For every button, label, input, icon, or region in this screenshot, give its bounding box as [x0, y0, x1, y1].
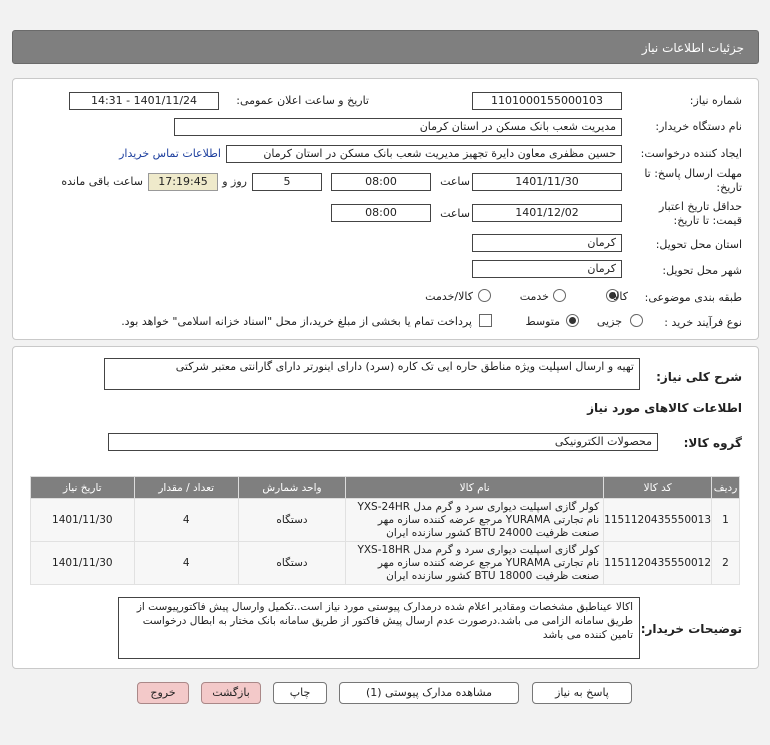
purchase-option-minor: جزیی [596, 315, 622, 328]
page-header [12, 30, 759, 64]
buyer-field: مدیریت شعب بانک مسکن در استان کرمان [174, 118, 622, 136]
days-remaining-field: 5 [252, 173, 322, 191]
cell-unit: دستگاه [238, 499, 345, 542]
col-unit: واحد شمارش [238, 477, 345, 499]
announce-date-label: تاریخ و ساعت اعلان عمومی: [236, 94, 369, 107]
cell-name: کولر گازی اسپلیت دیواری سرد و گرم مدل YXS-18HR نام تجارتی YURAMA مرجع عرضه کننده سازه مهر صنعت ظرفیت BTU 18000 کشور سازنده ایران [346, 542, 604, 585]
cell-row: 1 [712, 499, 740, 542]
need-number-field: 1101000155000103 [472, 92, 622, 110]
exit-button[interactable]: خروج [137, 682, 189, 704]
buyer-label: نام دستگاه خریدار: [655, 120, 742, 133]
category-label: طبقه بندی موضوعی: [644, 291, 742, 304]
col-name: نام کالا [346, 477, 604, 499]
goods-table [30, 476, 740, 585]
category-option-service: خدمت [519, 290, 549, 303]
city-field: کرمان [472, 260, 622, 278]
city-label: شهر محل تحویل: [662, 264, 742, 277]
back-button[interactable]: بازگشت [201, 682, 261, 704]
col-code: کد کالا [604, 477, 712, 499]
cell-name: کولر گازی اسپلیت دیواری سرد و گرم مدل YXS-24HR نام تجارتی YURAMA مرجع عرضه کننده سازه مهر صنعت ظرفیت BTU 24000 کشور سازنده ایران [346, 499, 604, 542]
goods-group-field: محصولات الکترونیکی [108, 433, 658, 451]
deadline-time-field: 08:00 [331, 173, 431, 191]
purchase-option-medium: متوسط [525, 315, 560, 328]
buyer-notes-label: توضیحات خریدار: [640, 622, 742, 636]
province-label: استان محل تحویل: [655, 238, 742, 251]
creator-field: حسین مظفری معاون دایرة تجهیز مدیریت شعب بانک مسکن در استان کرمان [226, 145, 622, 163]
need-number-label: شماره نیاز: [689, 94, 742, 107]
view-attachments-button[interactable]: مشاهده مدارک پیوستی (1) [339, 682, 519, 704]
col-qty: تعداد / مقدار [134, 477, 238, 499]
cell-qty: 4 [134, 499, 238, 542]
purchase-radio-minor[interactable] [630, 314, 643, 327]
validity-label: حداقل تاریخ اعتبار [658, 200, 742, 213]
goods-table-header [31, 477, 740, 499]
purchase-radio-medium[interactable] [566, 314, 579, 327]
table-row [31, 499, 740, 542]
validity-time-label: ساعت [440, 207, 470, 220]
cell-date: 1401/11/30 [31, 499, 135, 542]
creator-label: ایجاد کننده درخواست: [640, 147, 742, 160]
category-radio-goods-service[interactable] [478, 289, 491, 302]
buyer-contact-link[interactable]: اطلاعات تماس خریدار [119, 147, 221, 160]
goods-group-label: گروه کالا: [683, 436, 742, 450]
summary-label: شرح کلی نیاز: [656, 370, 742, 384]
buyer-notes-field: اکالا عیناطبق مشخصات ومقادیر اعلام شده درمدارک پیوستی مورد نیاز است..تکمیل وارسال پیش فاکتورپیوست از طریق سامانه الزامی می باشد.درصورت عدم ارسال پیش فاکتور از طریق سامانه بانک مختار به ابطال درخواست تامین کننده می باشد [118, 597, 640, 659]
treasury-payment-checkbox[interactable] [479, 314, 492, 327]
col-date: تاریخ نیاز [31, 477, 135, 499]
remaining-time-field: 17:19:45 [148, 173, 218, 191]
province-field: کرمان [472, 234, 622, 252]
cell-date: 1401/11/30 [31, 542, 135, 585]
treasury-payment-note: پرداخت تمام یا بخشی از مبلغ خرید،از محل "اسناد خزانه اسلامی" خواهد بود. [121, 315, 472, 328]
reply-button[interactable]: پاسخ به نیاز [532, 682, 632, 704]
page-title: جزئیات اطلاعات نیاز [641, 41, 744, 55]
validity-label-date: قیمت: تا تاریخ: [673, 214, 742, 227]
summary-field: تهیه و ارسال اسپلیت ویژه مناطق حاره ایی تک کاره (سرد) دارای اینورتر دارای گارانتی معتبر شرکتی [104, 358, 640, 390]
deadline-label: مهلت ارسال پاسخ: تا [644, 167, 742, 180]
deadline-time-label: ساعت [440, 175, 470, 188]
table-row [31, 542, 740, 585]
cell-unit: دستگاه [238, 542, 345, 585]
deadline-date-field: 1401/11/30 [472, 173, 622, 191]
remaining-time-label: ساعت باقی مانده [61, 175, 143, 188]
category-option-goods: کالا [613, 290, 628, 303]
print-button[interactable]: چاپ [273, 682, 327, 704]
cell-code: 1151120435550012 [604, 542, 712, 585]
validity-time-field: 08:00 [331, 204, 431, 222]
cell-code: 1151120435550013 [604, 499, 712, 542]
col-row: ردیف [712, 477, 740, 499]
goods-info-title: اطلاعات کالاهای مورد نیاز [587, 401, 742, 415]
days-label: روز و [222, 175, 247, 188]
purchase-type-label: نوع فرآیند خرید : [664, 316, 742, 329]
cell-qty: 4 [134, 542, 238, 585]
deadline-label-date: تاریخ: [716, 181, 742, 194]
category-option-goods-service: کالا/خدمت [425, 290, 473, 303]
cell-row: 2 [712, 542, 740, 585]
validity-date-field: 1401/12/02 [472, 204, 622, 222]
category-radio-service[interactable] [553, 289, 566, 302]
announce-date-field: 1401/11/24 - 14:31 [69, 92, 219, 110]
